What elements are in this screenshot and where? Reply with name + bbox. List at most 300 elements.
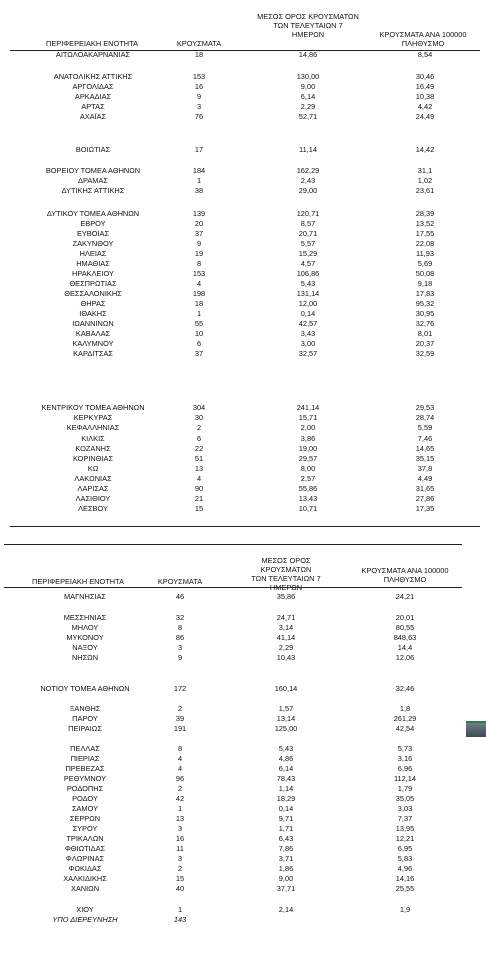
cases-value: 191 [173,724,187,733]
per-100000-value: 29,53 [415,403,435,412]
header-avg-7-days [254,12,362,39]
per-100000-value: 31,1 [417,166,433,175]
cases-value: 20 [194,219,204,228]
per-100000-value: 50,08 [415,269,435,278]
cases-value: 38 [194,186,204,195]
cases-value: 9 [196,92,202,101]
per-100000-value: 14,65 [415,444,435,453]
cases-value: 13 [175,814,185,823]
header-per-100000 [367,30,479,48]
cases-value: 1 [177,905,183,914]
avg-7-days-value: 6,14 [278,764,294,773]
table-row [0,464,486,474]
per-100000-value: 6,96 [397,764,413,773]
header-avg-line-1: ΜΕΣΟΣ ΟΡΟΣ ΚΡΟΥΣΜΑΤΩΝ [257,12,359,21]
header-unit: ΠΕΡΙΦΕΡΕΙΑΚΗ ΕΝΟΤΗΤΑ [46,39,138,48]
table-row [0,905,486,915]
per-100000-value: 848,63 [393,633,417,642]
table-row [0,92,486,102]
table-row [0,915,486,925]
cases-value: 198 [192,289,206,298]
per-100000-value: 12,21 [395,834,415,843]
unit-name: ΚΕΡΚΥΡΑΣ [73,413,113,422]
table-row [0,209,486,219]
table-row [0,804,486,814]
cases-value: 18 [194,299,204,308]
cases-value: 3 [177,643,183,652]
table-row [0,349,486,359]
unit-name: ΚΩ [87,464,99,473]
unit-name: ΑΡΤΑΣ [81,102,105,111]
table-row [0,794,486,804]
avg-7-days-value: 3,71 [278,854,294,863]
cases-value: 139 [192,209,206,218]
unit-name: ΡΕΘΥΜΝΟΥ [63,774,107,783]
unit-name: ΡΟΔΟΥ [72,794,98,803]
unit-name: ΚΑΡΔΙΤΣΑΣ [73,349,113,358]
table-row [0,339,486,349]
per-100000-value: 3,16 [397,754,413,763]
cases-value: 30 [194,413,204,422]
table-row [0,176,486,186]
avg-7-days-value: 5,43 [300,279,316,288]
table-row [0,219,486,229]
unit-name: ΜΗΛΟΥ [71,623,99,632]
avg-7-days-value: 8,00 [300,464,316,473]
cases-value: 21 [194,494,204,503]
unit-name: ΔΡΑΜΑΣ [78,176,108,185]
table-row [0,279,486,289]
table-row [0,724,486,734]
table-row [0,592,486,602]
table-row [0,864,486,874]
avg-7-days-value: 10,71 [298,504,318,513]
per-100000-value: 3,03 [397,804,413,813]
avg-7-days-value: 5,57 [300,239,316,248]
avg-7-days-value: 5,43 [278,744,294,753]
cases-value: 86 [175,633,185,642]
avg-7-days-value: 6,14 [300,92,316,101]
per-100000-value: 37,8 [417,464,433,473]
avg-7-days-value: 3,00 [300,339,316,348]
per-100000-value: 17,55 [415,229,435,238]
per-100000-value: 4,49 [417,474,433,483]
table-row [0,764,486,774]
avg-7-days-value: 37,71 [276,884,296,893]
avg-7-days-value: 41,14 [276,633,296,642]
unit-name: ΜΑΓΝΗΣΙΑΣ [64,592,106,601]
per-100000-value: 25,55 [395,884,415,893]
table-row [0,633,486,643]
cases-value: 184 [192,166,206,175]
unit-name: ΡΟΔΟΠΗΣ [66,784,104,793]
per-100000-value: 35,05 [395,794,415,803]
cases-value: 304 [192,403,206,412]
table-row [0,259,486,269]
avg-7-days-value: 13,14 [276,714,296,723]
unit-name: ΗΡΑΚΛΕΙΟΥ [72,269,114,278]
avg-7-days-value: 2,29 [300,102,316,111]
per-100000-value: 24,21 [395,592,415,601]
header-cases: ΚΡΟΥΣΜΑΤΑ [157,577,203,586]
header-rule [4,587,462,588]
per-100000-value: 5,73 [397,744,413,753]
top-rule [4,544,462,545]
avg-7-days-value: 10,43 [276,653,296,662]
table-row [0,50,486,60]
table-row [0,704,486,714]
per-100000-value: 24,49 [415,112,435,121]
avg-7-days-value: 131,14 [296,289,320,298]
unit-name: ΠΙΕΡΙΑΣ [70,754,100,763]
per-100000-value: 80,55 [395,623,415,632]
unit-name: ΘΗΡΑΣ [80,299,106,308]
avg-7-days-value: 3,43 [300,329,316,338]
unit-name: ΠΕΙΡΑΙΩΣ [68,724,102,733]
table-row [0,484,486,494]
table-row [0,643,486,653]
cases-value: 8 [177,623,183,632]
per-100000-value: 5,59 [417,423,433,432]
table-row [0,102,486,112]
per-100000-value: 4,96 [397,864,413,873]
per-100000-value: 28,39 [415,209,435,218]
per-100000-value: 17,35 [415,504,435,513]
cases-value: 90 [194,484,204,493]
avg-7-days-value: 8,57 [300,219,316,228]
per-100000-value: 4,42 [417,102,433,111]
per-100000-value: 6,95 [397,844,413,853]
avg-7-days-value: 20,71 [298,229,318,238]
per-100000-value: 28,74 [415,413,435,422]
avg-7-days-value: 14,86 [298,50,318,59]
cases-value: 17 [194,145,204,154]
table-row [0,474,486,484]
per-100000-value: 22,08 [415,239,435,248]
cases-value: 3 [177,824,183,833]
table-row [0,874,486,884]
cases-value: 15 [194,504,204,513]
per-100000-value: 9,18 [417,279,433,288]
table-row [0,784,486,794]
unit-name: ΗΛΕΙΑΣ [79,249,107,258]
cases-value: 96 [175,774,185,783]
unit-name: ΖΑΚΥΝΘΟΥ [72,239,114,248]
avg-7-days-value: 0,14 [278,804,294,813]
per-100000-value: 32,76 [415,319,435,328]
avg-7-days-value: 12,00 [298,299,318,308]
unit-name: ΧΑΝΙΩΝ [70,884,100,893]
avg-7-days-value: 9,71 [278,814,294,823]
header-cases: ΚΡΟΥΣΜΑΤΑ [176,39,222,48]
per-100000-value: 30,46 [415,72,435,81]
unit-name: ΠΕΛΛΑΣ [70,744,100,753]
per-100000-value: 42,54 [395,724,415,733]
cases-value: 4 [177,754,183,763]
per-100000-value: 112,14 [393,774,417,783]
unit-name: ΗΜΑΘΙΑΣ [76,259,110,268]
edge-thumbnail [466,721,486,737]
avg-7-days-value: 15,29 [298,249,318,258]
cases-value: 1 [196,309,202,318]
avg-7-days-value: 4,57 [300,259,316,268]
avg-7-days-value: 6,43 [278,834,294,843]
per-100000-value: 14,42 [415,145,435,154]
per-100000-value: 11,93 [416,249,434,258]
unit-name: ΑΡΚΑΔΙΑΣ [74,92,112,101]
table-row [0,413,486,423]
unit-name: ΚΕΝΤΡΙΚΟΥ ΤΟΜΕΑ ΑΘΗΝΩΝ [41,403,145,412]
table-row [0,454,486,464]
cases-value: 1 [177,804,183,813]
cases-value: 13 [194,464,204,473]
table-row [0,289,486,299]
cases-value: 18 [194,50,204,59]
per-100000-value: 1,79 [397,784,413,793]
unit-name: ΒΟΙΩΤΙΑΣ [75,145,111,154]
table-row [0,854,486,864]
per-100000-value: 20,37 [415,339,435,348]
unit-name: ΥΠΟ ΔΙΕΡΕΥΝΗΣΗ [52,915,118,924]
table-row [0,623,486,633]
table-row [0,249,486,259]
unit-name: ΛΑΡΙΣΑΣ [77,484,109,493]
per-100000-value: 1,02 [417,176,433,185]
unit-name: ΜΕΣΣΗΝΙΑΣ [63,613,107,622]
avg-7-days-value: 0,14 [300,309,316,318]
unit-name: ΘΕΣΠΡΩΤΙΑΣ [69,279,117,288]
table-row [0,774,486,784]
table-row [0,166,486,176]
table-row [0,145,486,155]
table-row [0,82,486,92]
header-unit: ΠΕΡΙΦΕΡΕΙΑΚΗ ΕΝΟΤΗΤΑ [32,577,124,586]
cases-value: 172 [173,684,187,693]
table-row [0,814,486,824]
unit-name: ΚΙΛΚΙΣ [81,434,105,443]
avg-7-days-value: 55,86 [298,484,318,493]
unit-name: ΑΧΑΪΑΣ [79,112,107,121]
cases-value: 37 [194,349,204,358]
avg-7-days-value: 11,14 [299,145,317,154]
header-per-100000 [343,566,467,584]
table-row [0,754,486,764]
unit-name: ΑΙΤΩΛΟΑΚΑΡΝΑΝΙΑΣ [55,50,131,59]
avg-7-days-value: 162,29 [296,166,320,175]
avg-7-days-value: 24,71 [276,613,296,622]
cases-value: 10 [194,329,204,338]
avg-7-days-value: 2,57 [300,474,316,483]
cases-value: 11 [176,844,184,853]
cases-value: 1 [196,176,202,185]
per-100000-value: 35,15 [415,454,435,463]
cases-value: 4 [196,474,202,483]
avg-7-days-value: 241,14 [296,403,320,412]
per-100000-value: 17,83 [415,289,435,298]
avg-7-days-value: 1,14 [278,784,294,793]
avg-7-days-value: 2,00 [300,423,316,432]
avg-7-days-value: 9,00 [300,82,316,91]
per-100000-value: 261,29 [393,714,417,723]
per-100000-value: 1,9 [399,905,411,914]
cases-value: 2 [196,423,202,432]
header-per-line-1: ΚΡΟΥΣΜΑΤΑ ΑΝΑ 100000 [361,566,449,575]
table-row [0,186,486,196]
cases-value: 32 [175,613,185,622]
per-100000-value: 32,59 [415,349,435,358]
cases-value: 4 [196,279,202,288]
table-row [0,329,486,339]
cases-value: 2 [177,784,183,793]
cases-value: 9 [177,653,183,662]
cases-value: 39 [175,714,185,723]
table-row [0,229,486,239]
cases-value: 16 [175,834,185,843]
table-row [0,434,486,444]
unit-name: ΔΥΤΙΚΗΣ ΑΤΤΙΚΗΣ [61,186,125,195]
unit-name: ΣΕΡΡΩΝ [69,814,101,823]
table-row [0,684,486,694]
avg-7-days-value: 1,86 [278,864,294,873]
per-100000-value: 7,46 [417,434,433,443]
avg-7-days-value: 2,29 [278,643,294,652]
per-100000-value: 7,37 [397,814,413,823]
per-100000-value: 10,38 [415,92,435,101]
cases-value: 40 [175,884,185,893]
table-row [0,403,486,413]
avg-7-days-value: 32,57 [298,349,318,358]
unit-name: ΛΑΚΩΝΙΑΣ [74,474,112,483]
per-100000-value: 13,52 [415,219,435,228]
cases-value: 76 [194,112,204,121]
per-100000-value: 14,16 [395,874,415,883]
unit-name: ΠΡΕΒΕΖΑΣ [65,764,105,773]
cases-value: 22 [194,444,204,453]
table-row [0,613,486,623]
avg-7-days-value: 1,71 [278,824,294,833]
per-100000-value: 8,54 [417,50,433,59]
unit-name: ΕΒΡΟΥ [80,219,106,228]
table-row [0,884,486,894]
table-row [0,834,486,844]
unit-name: ΦΘΙΩΤΙΔΑΣ [64,844,106,853]
avg-7-days-value: 4,86 [278,754,294,763]
per-100000-value: 8,01 [417,329,433,338]
cases-value: 19 [194,249,204,258]
unit-name: ΝΑΞΟΥ [72,643,98,652]
avg-7-days-value: 78,43 [276,774,296,783]
unit-name: ΛΕΣΒΟΥ [78,504,108,513]
unit-name: ΒΟΡΕΙΟΥ ΤΟΜΕΑ ΑΘΗΝΩΝ [45,166,141,175]
table-row [0,504,486,514]
cases-value: 6 [196,434,202,443]
unit-name: ΣΑΜΟΥ [71,804,99,813]
cases-value: 8 [177,744,183,753]
table-row [0,72,486,82]
table-row [0,844,486,854]
avg-7-days-value: 130,00 [296,72,320,81]
bottom-rule [10,526,480,527]
cases-value: 8 [196,259,202,268]
avg-7-days-value: 120,71 [296,209,320,218]
avg-7-days-value: 18,29 [276,794,296,803]
header-avg-line-2: ΤΩΝ ΤΕΛΕΥΤΑΙΩΝ 7 [273,21,343,30]
unit-name: ΛΑΣΙΘΙΟΥ [75,494,111,503]
avg-7-days-value: 125,00 [274,724,298,733]
avg-7-days-value: 3,14 [278,623,294,632]
cases-value: 143 [173,915,187,924]
table-row [0,494,486,504]
cases-value: 37 [194,229,204,238]
unit-name: ΤΡΙΚΑΛΩΝ [66,834,104,843]
unit-name: ΙΘΑΚΗΣ [79,309,107,318]
cases-value: 2 [177,864,183,873]
cases-value: 15 [175,874,185,883]
cases-value: 51 [194,454,204,463]
avg-7-days-value: 29,57 [298,454,318,463]
per-100000-value: 20,01 [395,613,415,622]
per-100000-value: 31,65 [415,484,435,493]
cases-value: 16 [194,82,204,91]
unit-name: ΞΑΝΘΗΣ [69,704,101,713]
table-row [0,269,486,279]
per-100000-value: 12,06 [395,653,415,662]
table-row [0,239,486,249]
avg-7-days-value: 15,71 [298,413,318,422]
header-per-line-2: ΠΛΗΘΥΣΜΟ [401,39,445,48]
per-100000-value: 16,49 [415,82,435,91]
unit-name: ΑΡΓΟΛΙΔΑΣ [72,82,114,91]
avg-7-days-value: 2,14 [278,905,294,914]
unit-name: ΧΑΛΚΙΔΙΚΗΣ [63,874,107,883]
unit-name: ΦΛΩΡΙΝΑΣ [65,854,105,863]
avg-7-days-value: 7,86 [278,844,294,853]
per-100000-value: 1,8 [399,704,411,713]
per-100000-value: 23,61 [415,186,435,195]
table-row [0,824,486,834]
cases-value: 6 [196,339,202,348]
per-100000-value: 5,69 [417,259,433,268]
table-row [0,309,486,319]
cases-value: 9 [196,239,202,248]
cases-value: 4 [177,764,183,773]
per-100000-value: 95,32 [415,299,435,308]
cases-value: 46 [175,592,185,601]
unit-name: ΚΑΛΥΜΝΟΥ [72,339,114,348]
table-row [0,653,486,663]
unit-name: ΕΥΒΟΙΑΣ [76,229,110,238]
unit-name: ΘΕΣΣΑΛΟΝΙΚΗΣ [64,289,122,298]
header-per-line-2: ΠΛΗΘΥΣΜΟ [383,575,427,584]
cases-table-part-2 [0,540,486,976]
unit-name: ΚΑΒΑΛΑΣ [75,329,111,338]
unit-name: ΑΝΑΤΟΛΙΚΗΣ ΑΤΤΙΚΗΣ [53,72,133,81]
per-100000-value: 30,95 [415,309,435,318]
table-row [0,744,486,754]
avg-7-days-value: 1,57 [278,704,294,713]
avg-7-days-value: 2,43 [300,176,316,185]
cases-value: 3 [177,854,183,863]
avg-7-days-value: 52,71 [298,112,318,121]
per-100000-value: 13,95 [395,824,415,833]
table-row [0,444,486,454]
per-100000-value: 32,46 [395,684,415,693]
table-row [0,423,486,433]
unit-name: ΦΩΚΙΔΑΣ [68,864,102,873]
table-row [0,319,486,329]
unit-name: ΚΕΦΑΛΛΗΝΙΑΣ [66,423,120,432]
table-row [0,714,486,724]
